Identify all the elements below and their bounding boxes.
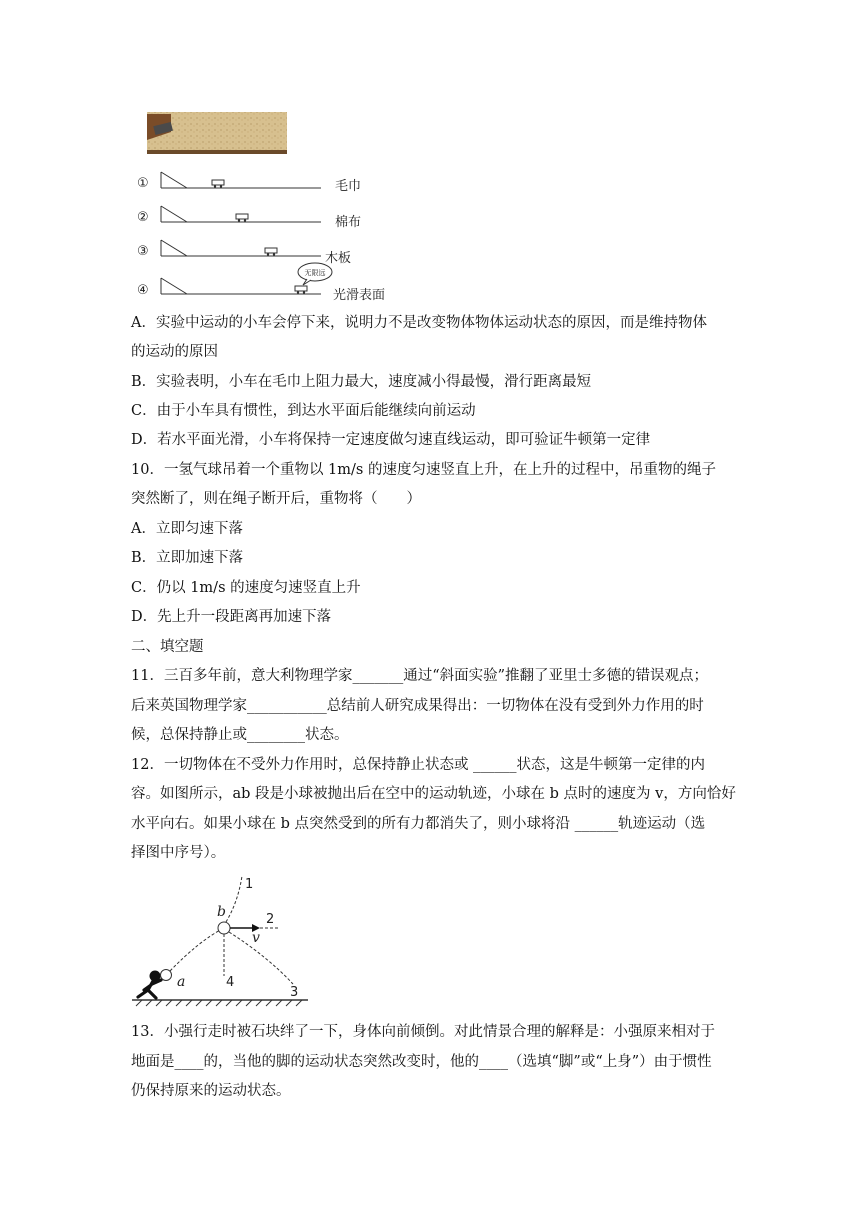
row-label-4: ④ [137, 283, 149, 298]
section-heading-fill-in: 二、填空题 [131, 639, 204, 655]
q9-option-b: B．实验表明，小车在毛巾上阻力最大，速度减小得最慢，滑行距离最短 [131, 374, 592, 390]
surface-row-3 [137, 240, 351, 266]
surface-label-wood: 木板 [325, 251, 352, 266]
ball-at-b [218, 922, 230, 934]
q12-line2: 容。如图所示，ab 段是小球被抛出后在空中的运动轨迹，小球在 b 点时的速度为 v，方向恰好 [131, 786, 736, 802]
path-1 [226, 876, 242, 922]
q12-line4: 择图中序号）。 [131, 845, 226, 861]
q10-stem-line2: 突然断了，则在绳子断开后，重物将（ ） [131, 491, 421, 507]
path-3-label: 3 [290, 985, 299, 1000]
q10-option-a: A．立即匀速下落 [131, 521, 243, 537]
q10-stem-line1: 10．一氢气球吊着一个重物以 1m/s 的速度匀速竖直上升，在上升的过程中，吊重物的绳子 [131, 462, 716, 478]
path-3 [229, 932, 293, 984]
q11-line3: 候，总保持静止或________状态。 [131, 727, 349, 743]
row-label-3: ③ [137, 244, 149, 259]
experiment-figure-surfaces [135, 110, 415, 306]
ramp-photo [147, 112, 287, 154]
velocity-label: v [252, 930, 260, 946]
path-2-label: 2 [266, 912, 275, 927]
row-label-1: ① [137, 176, 149, 191]
surface-row-4 [137, 263, 385, 303]
surface-row-1 [137, 172, 361, 194]
surface-row-2 [137, 206, 361, 230]
path-4-label: 4 [226, 975, 235, 990]
q10-option-b: B．立即加速下落 [131, 550, 244, 566]
point-b-label: b [217, 904, 226, 920]
q9-option-a-line1: A．实验中运动的小车会停下来，说明力不是改变物体物体运动状态的原因，而是维持物体 [131, 315, 707, 331]
q10-option-c: C．仍以 1m/s 的速度匀速竖直上升 [131, 580, 361, 596]
q12-line1: 12．一切物体在不受外力作用时，总保持静止状态或 ______状态，这是牛顿第一定律的内 [131, 757, 706, 773]
surface-label-towel: 毛巾 [335, 179, 362, 194]
q12-line3: 水平向右。如果小球在 b 点突然受到的所有力都消失了，则小球将沿 ______轨迹运动（选 [131, 816, 706, 832]
q9-option-a-line2: 的运动的原因 [131, 344, 218, 360]
ball-at-a [161, 970, 172, 981]
row-label-2: ② [137, 210, 149, 225]
q11-line1: 11．三百多年前，意大利物理学家_______通过“斜面实验”推翻了亚里士多德的错误观点； [131, 668, 709, 684]
q9-option-d: D．若水平面光滑，小车将保持一定速度做匀速直线运动，即可验证牛顿第一定律 [131, 432, 651, 448]
point-a-label: a [177, 974, 186, 990]
thrower-figure [138, 971, 161, 999]
path-1-label: 1 [245, 877, 254, 892]
bubble-text: 无限远 [304, 269, 326, 277]
surface-label-cotton: 棉布 [335, 215, 362, 230]
q9-option-c: C．由于小车具有惯性，到达水平面后能继续向前运动 [131, 403, 476, 419]
trajectory-ab [170, 929, 222, 971]
q11-line2: 后来英国物理学家___________总结前人研究成果得出：一切物体在没有受到外力作用的时 [131, 698, 704, 714]
trajectory-figure [128, 872, 313, 1012]
q13-line2: 地面是____的，当他的脚的运动状态突然改变时，他的____（选填“脚”或“上身”）由于惯性 [131, 1054, 712, 1070]
q13-line1: 13．小强行走时被石块绊了一下，身体向前倾倒。对此情景合理的解释是：小强原来相对于 [131, 1024, 715, 1040]
q10-option-d: D．先上升一段距离再加速下落 [131, 609, 332, 625]
q13-line3: 仍保持原来的运动状态。 [131, 1083, 291, 1099]
surface-label-smooth: 光滑表面 [333, 288, 386, 303]
